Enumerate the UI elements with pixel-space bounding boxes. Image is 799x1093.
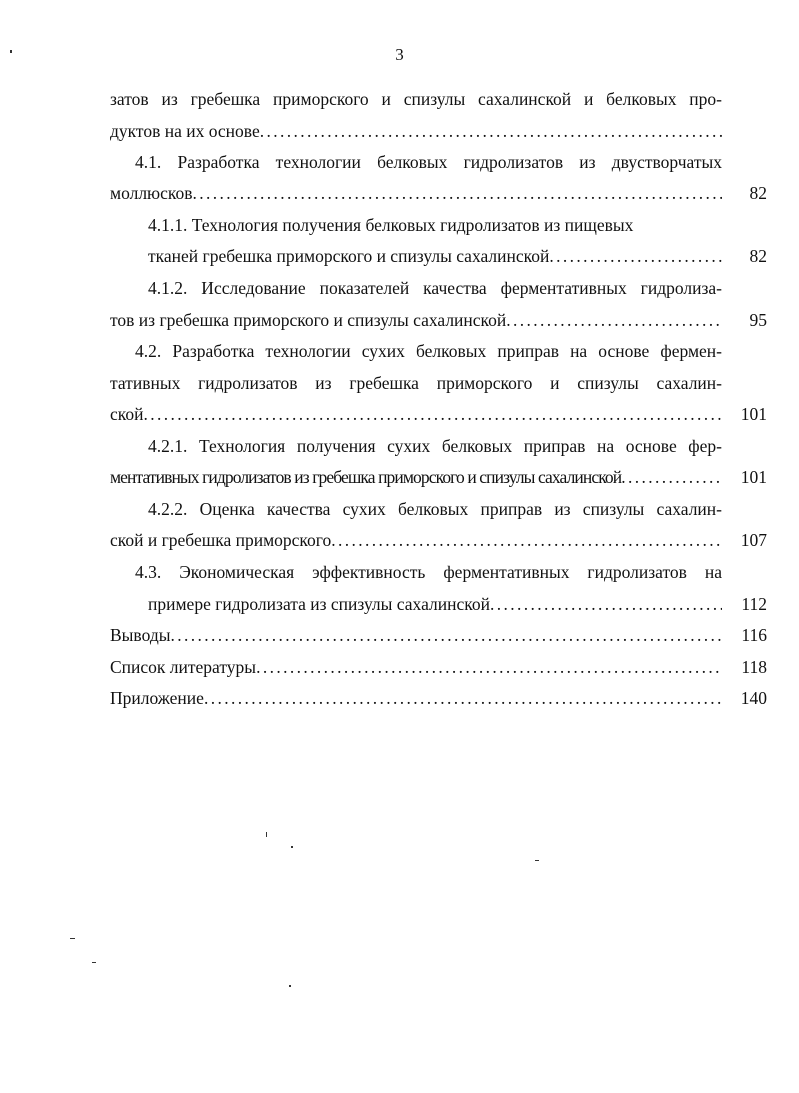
scan-speck bbox=[291, 846, 293, 848]
toc-entry-conclusions[interactable] bbox=[110, 624, 722, 646]
toc-entry-title: Приложение bbox=[110, 688, 204, 708]
toc-entry-title: тканей гребешка приморского и спизулы сахалинской bbox=[148, 246, 550, 266]
toc-page-number: 101 bbox=[740, 467, 767, 487]
toc-entry-4-1-2[interactable] bbox=[110, 309, 722, 331]
toc-page-number: 116 bbox=[741, 625, 767, 645]
toc-leader bbox=[331, 529, 722, 551]
toc-line: 4.1.1. Технология получения белковых гидролизатов из пищевых bbox=[148, 215, 634, 235]
toc-entry-4-1-1[interactable] bbox=[148, 245, 722, 267]
toc-leader bbox=[549, 245, 722, 267]
toc-line: 4.2.2. Оценка качества сухих белковых приправ из спизулы сахалин- bbox=[148, 499, 722, 519]
toc-line: 4.1. Разработка технологии белковых гидролизатов из двустворчатых bbox=[135, 152, 722, 172]
scan-speck bbox=[70, 938, 75, 939]
toc-page-number: 140 bbox=[740, 688, 767, 708]
scan-speck bbox=[289, 985, 291, 987]
toc-line: 4.2. Разработка технологии сухих белковых приправ на основе фермен- bbox=[135, 341, 722, 361]
toc-leader bbox=[506, 309, 722, 331]
toc-line: 4.1.2. Исследование показателей качества ферментативных гидролиза- bbox=[148, 278, 722, 298]
toc-line: 4.3. Экономическая эффективность ферментативных гидролизатов на bbox=[135, 562, 722, 582]
toc-page-number: 112 bbox=[741, 594, 767, 614]
toc-entry-title: примере гидролизата из спизулы сахалинской bbox=[148, 594, 490, 614]
toc-entry-title: ской bbox=[110, 404, 144, 424]
toc-entry-4-2-2[interactable] bbox=[110, 529, 722, 551]
toc-leader bbox=[144, 403, 723, 425]
toc-page-number: 82 bbox=[749, 246, 767, 266]
toc-entry-title: дуктов на их основе bbox=[110, 121, 260, 141]
toc-line: тативных гидролизатов из гребешка приморского и спизулы сахалин- bbox=[110, 373, 722, 393]
scan-speck bbox=[535, 860, 539, 861]
toc-leader bbox=[193, 182, 722, 204]
toc-leader bbox=[621, 466, 722, 488]
toc-entry-title: ской и гребешка приморского bbox=[110, 530, 332, 550]
toc-entry-title: моллюсков bbox=[110, 183, 193, 203]
toc-entry-4-1[interactable] bbox=[110, 182, 722, 204]
toc-entry-4-3[interactable] bbox=[148, 593, 722, 615]
scan-speck bbox=[92, 962, 96, 963]
toc-leader bbox=[256, 656, 722, 678]
toc-entry-title: Список литературы bbox=[110, 657, 257, 677]
toc-entry-continuation bbox=[110, 120, 722, 142]
toc-page-number: 101 bbox=[740, 404, 767, 424]
toc-page-number: 82 bbox=[749, 183, 767, 203]
page-number: 3 bbox=[395, 45, 404, 64]
toc-entry-title: ментативных гидролизатов из гребешка приморского и спизулы сахалинской bbox=[110, 467, 622, 487]
toc-page-number: 107 bbox=[740, 530, 767, 550]
toc-entry-title: Выводы bbox=[110, 625, 171, 645]
toc-leader bbox=[170, 624, 722, 646]
toc-page-number: 95 bbox=[749, 310, 767, 330]
scan-speck bbox=[10, 50, 12, 53]
toc-entry-4-2-1[interactable] bbox=[110, 466, 722, 488]
scan-speck bbox=[266, 832, 267, 837]
toc-entry-appendix[interactable] bbox=[110, 687, 722, 709]
toc-entry-title: тов из гребешка приморского и спизулы сахалинской bbox=[110, 310, 507, 330]
toc-leader bbox=[490, 593, 722, 615]
toc-line: затов из гребешка приморского и спизулы сахалинской и белковых про- bbox=[110, 89, 722, 109]
toc-leader bbox=[204, 687, 722, 709]
toc-entry-4-2[interactable] bbox=[110, 403, 722, 425]
toc-line: 4.2.1. Технология получения сухих белковых приправ на основе фер- bbox=[148, 436, 722, 456]
toc-entry-references[interactable] bbox=[110, 656, 722, 678]
toc-page-number: 118 bbox=[741, 657, 767, 677]
toc-leader bbox=[260, 120, 722, 142]
